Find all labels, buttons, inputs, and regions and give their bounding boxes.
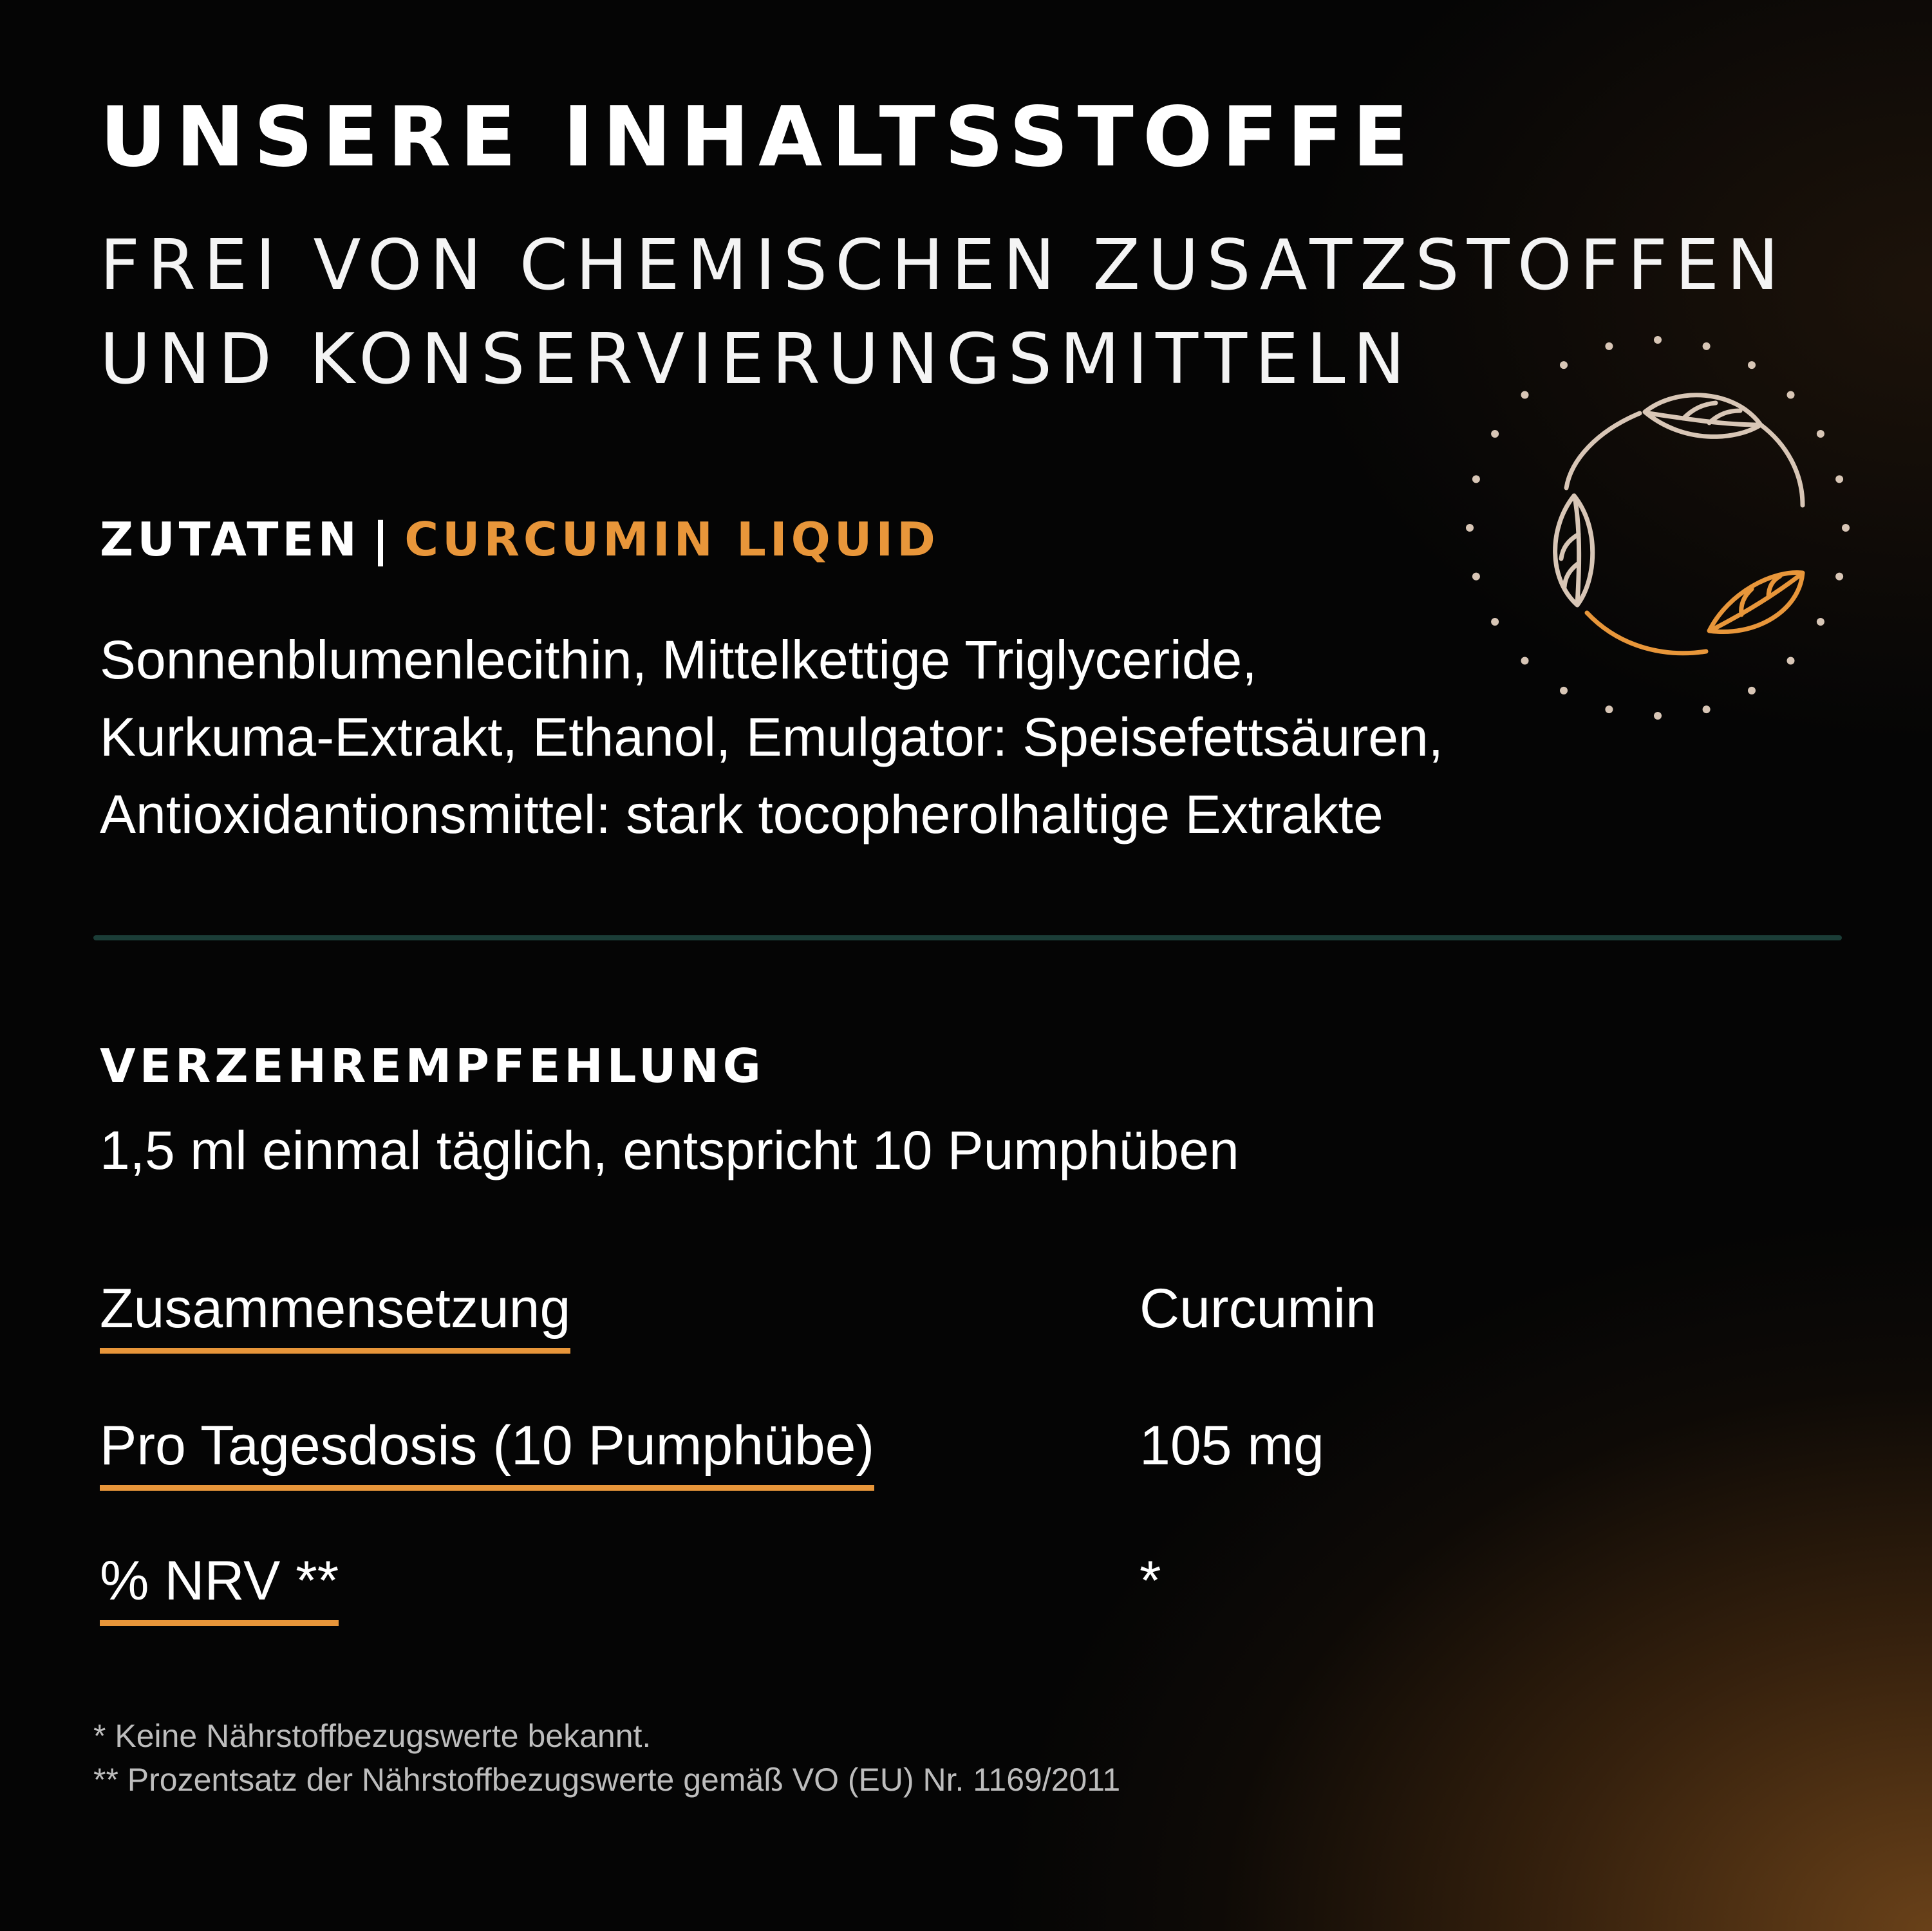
ring-dot [1472,573,1480,581]
ring-dot [1787,657,1795,665]
ring-dot [1703,342,1711,350]
ring-dot [1748,687,1756,695]
ingredients-label: ZUTATEN [100,512,361,566]
subtitle-line-1: FREI VON CHEMISCHEN ZUSATZSTOFFEN [100,225,1787,306]
product-name: CURCUMIN LIQUID [404,512,939,566]
nutrition-value-nrv: * [1140,1550,1161,1612]
ring-dot [1521,657,1529,665]
ring-dot [1654,712,1662,720]
footnote: * Keine Nährstoffbezugswerte bekannt. [93,1718,652,1754]
ring-dot [1817,618,1824,626]
three-leaves-cycle-icon [1452,322,1864,734]
leaf-bottom-right [1587,573,1803,653]
ring-dot [1605,705,1613,713]
ring-dot [1748,361,1756,369]
footnotes [93,1714,1120,1802]
ring-dot [1654,336,1662,344]
ring-dot [1842,524,1850,532]
ingredients-line: Antioxidantionsmittel: stark tocopherolhaltige Extrakte [100,784,1383,844]
ring-dot [1491,430,1499,438]
nutrition-value-daily-dose: 105 mg [1140,1415,1324,1477]
ingredients-line: Kurkuma-Extrakt, Ethanol, Emulgator: Speisefettsäuren, [100,707,1443,767]
leaf-top-right [1645,395,1803,505]
ring-dot [1605,342,1613,350]
footnote: ** Prozentsatz der Nährstoffbezugswerte gemäß VO (EU) Nr. 1169/2011 [93,1762,1121,1798]
nutrition-label-daily-dose: Pro Tagesdosis (10 Pumphübe) [100,1418,874,1491]
ring-dot [1817,430,1824,438]
ring-dot [1560,687,1568,695]
recommendation-heading: VERZEHREMPFEHLUNG [100,1039,765,1093]
dotted-ring [1466,336,1850,720]
nutrition-value-composition: Curcumin [1140,1278,1376,1339]
ring-dot [1835,573,1843,581]
ingredients-list [100,621,1443,853]
ring-dot [1491,618,1499,626]
ring-dot [1560,361,1568,369]
recommendation-text: 1,5 ml einmal täglich, entspricht 10 Pumphüben [100,1120,1239,1180]
nutrition-label-nrv: % NRV ** [100,1553,339,1626]
page-title: UNSERE INHALTSSTOFFE [100,89,1418,185]
ring-dot [1835,475,1843,483]
ring-dot [1466,524,1474,532]
heading-separator: | [371,512,393,566]
ring-dot [1703,705,1711,713]
ingredients-line: Sonnenblumenlecithin, Mittelkettige Triglyceride, [100,630,1257,690]
leaf-left [1555,413,1640,605]
ring-dot [1521,391,1529,399]
subtitle-line-2: UND KONSERVIERUNGSMITTELN [100,319,1413,400]
nutrition-label-composition: Zusammensetzung [100,1281,570,1354]
section-divider [93,935,1842,940]
ring-dot [1472,475,1480,483]
ingredients-heading [100,512,939,566]
ring-dot [1787,391,1795,399]
